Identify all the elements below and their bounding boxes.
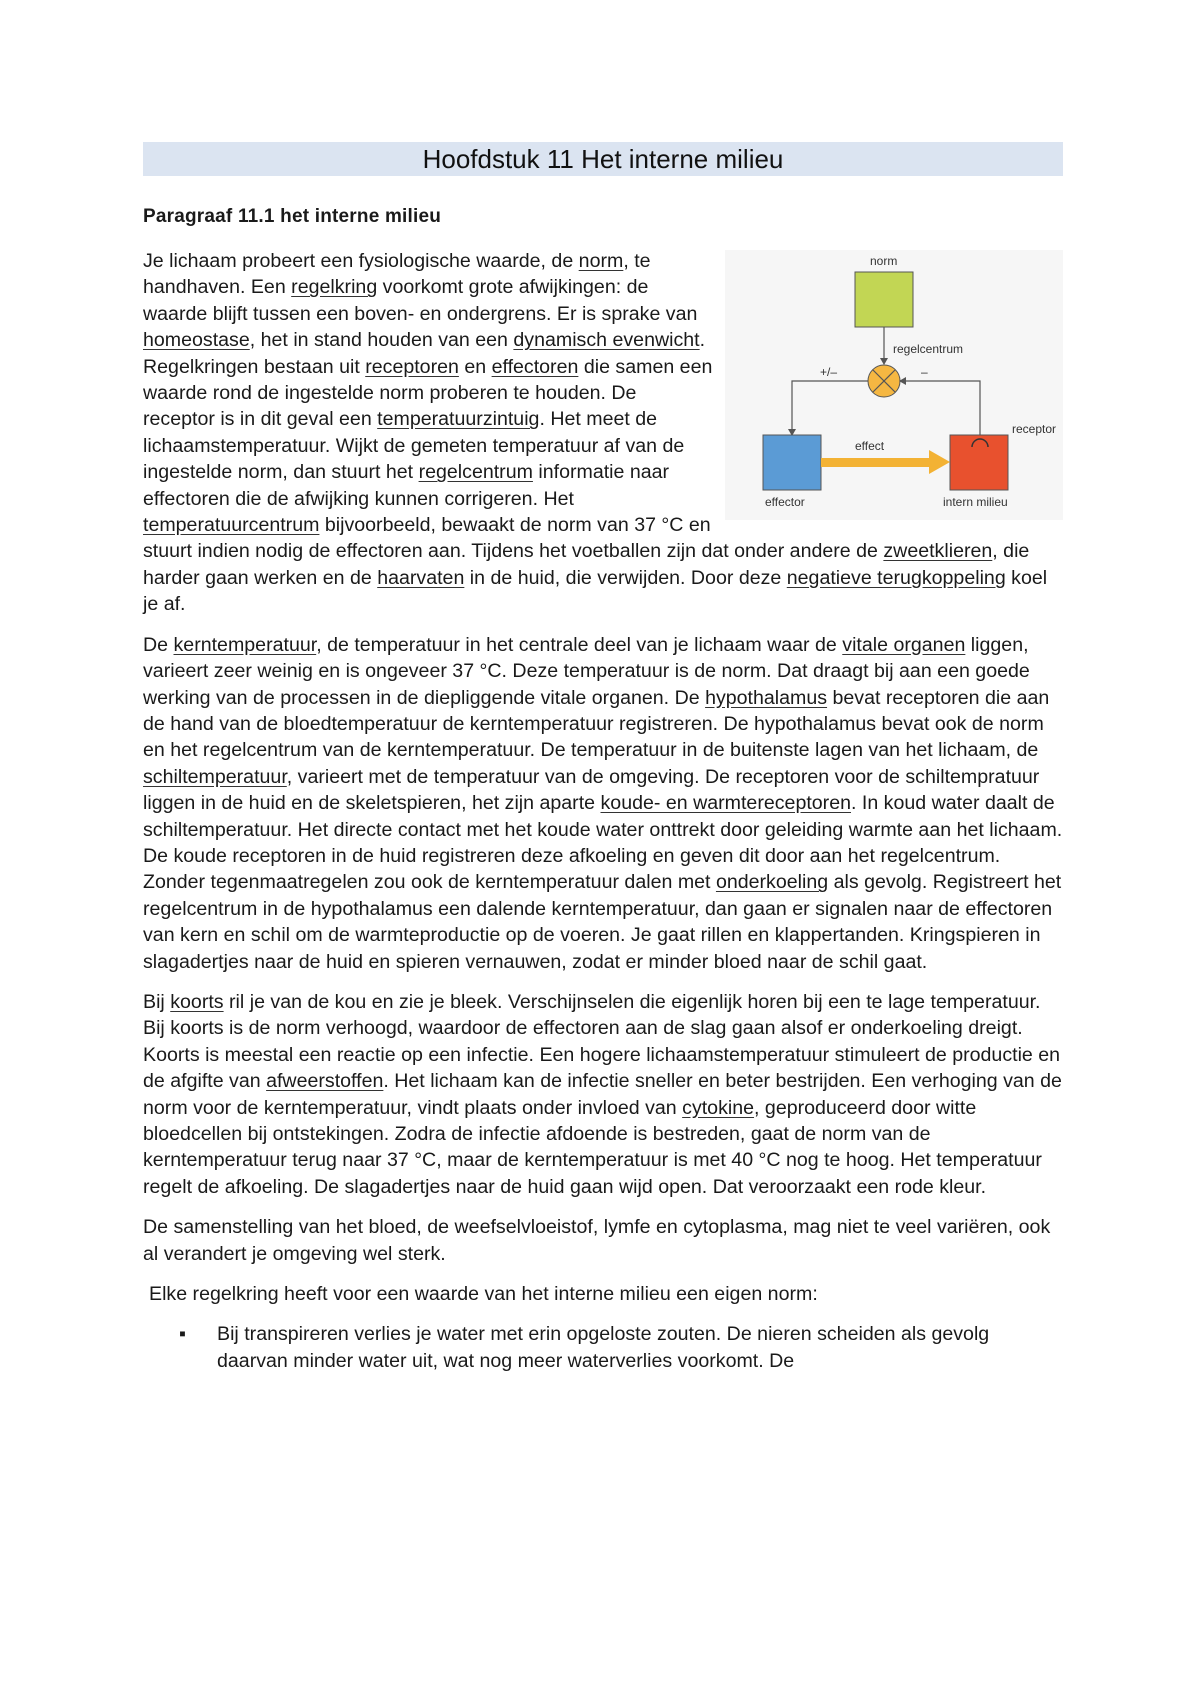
term-negatieve-terugkoppeling: negatieve terugkoppeling [786,566,1006,589]
diagram-label-effect: effect [855,439,885,453]
term-kerntemperatuur: kerntemperatuur [173,633,317,656]
p1-text: in de huid, die verwijden. Door deze [464,566,787,589]
p2-text: , de temperatuur in het centrale deel van je lichaam waar de [316,633,843,656]
paragraph-3 [143,989,1063,1200]
body-text [143,248,1063,1374]
p3-text: . Het lichaam kan de infectie sneller en beter bestrijden. Een verhoging van de norm voor de kerntemperatuur, vindt plaats onder invloed van [143,1070,1062,1119]
term-haarvaten: haarvaten [377,566,465,589]
p1-text: . Het meet de lichaamstemperatuur. Wijkt de gemeten temperatuur af van de ingestelde norm, dan stuurt het [143,408,685,484]
paragraph-1 [143,248,1063,618]
chapter-title: Hoofdstuk 11 Het interne milieu [143,142,1063,176]
bullet-icon: ▪ [179,1323,186,1346]
p3-text: Bij [143,990,171,1013]
term-dynamisch-evenwicht: dynamisch evenwicht [513,329,700,352]
term-regelkring: regelkring [291,276,378,299]
term-afweerstoffen: afweerstoffen [266,1070,384,1093]
diagram-label-minus: – [921,365,928,379]
term-temperatuurzintuig: temperatuurzintuig [377,408,540,431]
paragraph-4: De samenstelling van het bloed, de weefselvloeistof, lymfe en cytoplasma, mag niet te veel variëren, ook al verandert je omgeving wel sterk. [143,1216,1051,1265]
term-regelcentrum: regelcentrum [418,461,533,484]
p1-text: , te handhaven. Een [143,250,651,299]
diagram-label-effector: effector [765,495,805,509]
p2-text: bevat receptoren die aan de hand van de bloedtemperatuur de kerntemperatuur registreren. De hypothalamus bevat ook de norm en het regelcentrum van de kerntemperatuur. De temperatuur in de buitenste lagen van het lichaam, de [143,686,1050,762]
diagram-label-regelcentrum: regelcentrum [893,342,964,356]
intern-milieu-box [950,435,1008,490]
feedback-loop-diagram [725,250,1063,520]
term-hypothalamus: hypothalamus [705,686,828,709]
p1-text: . Regelkringen bestaan uit [143,329,706,378]
norm-list [143,1321,1063,1374]
p1-text: bijvoorbeeld, bewaakt de norm van 37 °C en stuurt indien nodig de effectoren aan. Tijdens het voetballen zijn dat onder andere de [143,514,884,563]
term-onderkoeling: onderkoeling [715,871,829,894]
list-item [179,1321,1063,1374]
p2-text: liggen, varieert zeer weinig en is ongeveer 37 °C. Deze temperatuur is de norm. Dat draagt bij aan een goede werking van de processen in de diepliggende vitale organen. De [143,633,1030,709]
term-schiltemperatuur: schiltemperatuur [143,765,287,788]
term-temperatuurcentrum: temperatuurcentrum [143,514,320,537]
term-koorts: koorts [170,990,224,1013]
term-koude-en-warmtereceptoren: koude- en warmtereceptoren [600,792,851,815]
term-homeostase: homeostase [143,329,250,352]
diagram-label-intern-milieu: intern milieu [943,495,1008,509]
effect-arrow-shaft [821,458,931,467]
p2-text: . In koud water daalt de schiltemperatuur. Het directe contact met het koude water onttrekt door geleiding warmte aan het lichaam. De koude receptoren in de huid registreren deze afkoeling en geven dit door aan het regelcentrum. Zonder tegenmaatregelen zou ook de kerntemperatuur dalen met [143,792,1063,894]
paragraph-2 [143,632,1063,975]
diagram-label-receptor: receptor [1012,422,1057,436]
p1-text: die samen een waarde rond de ingestelde norm proberen te houden. De receptor is in dit geval een [143,355,713,431]
p1-text: voorkomt grote afwijkingen: de waarde blijft tussen een boven- en ondergrens. Er is sprake van [143,276,698,325]
p1-text: en [458,355,492,378]
term-receptoren: receptoren [365,355,459,378]
list-item-text: Bij transpireren verlies je water met erin opgeloste zouten. De nieren scheiden als gevolg daarvan minder water uit, wat nog meer waterverlies voorkomt. De [217,1323,990,1372]
effector-box [763,435,821,490]
diagram-label-norm: norm [870,254,898,268]
diagram-label-plusminus: +/– [820,365,838,379]
p1-text: informatie naar effectoren die de afwijking kunnen corrigeren. Het [143,461,670,510]
p3-text: , geproduceerd door witte bloedcellen bij ontstekingen. Zodra de infectie afdoende is bestreden, gaat de norm van de kerntemperatuur terug naar 37 °C, maar de kerntemperatuur is met 40 °C nog te hoog. Het temperatuur regelt de afkoeling. De slagadertjes naar de huid gaan wijd open. Dat veroorzaakt een rode kleur. [143,1096,1042,1198]
term-vitale-organen: vitale organen [842,633,966,656]
p1-text: , die harder gaan werken en de [143,540,1030,589]
p2-text: als gevolg. Registreert het regelcentrum in de hypothalamus een dalende kerntemperatuur, dan gaan er signalen naar de effectoren van kern en schil om de warmteproductie op de voeren. Je gaat rillen en klappertanden. Kringspieren in slagadertjes naar de huid en spieren vernauwen, zodat er minder bloed naar de schil gaat. [143,871,1062,973]
section-heading: Paragraaf 11.1 het interne milieu [143,206,442,227]
norm-box [855,272,913,327]
term-zweetklieren: zweetklieren [883,540,993,563]
p1-text: Je lichaam probeert een fysiologische waarde, de [143,250,579,272]
p1-text: koel je af. [143,566,1048,616]
p3-text: ril je van de kou en zie je bleek. Verschijnselen die eigenlijk horen bij een te lage temperatuur. Bij koorts is de norm verhoogd, waardoor de effectoren aan de slag gaan alsof er onderkoeling dreigt. Koorts is meestal een reactie op een infectie. Een hogere lichaamstemperatuur stimuleert de productie en de afgifte van [143,990,1061,1093]
p1-text: , het in stand houden van een [249,329,514,352]
term-effectoren: effectoren [491,355,579,378]
paragraph-5: Elke regelkring heeft voor een waarde van het interne milieu een eigen norm: [149,1283,818,1306]
term-cytokine: cytokine [682,1096,755,1119]
p2-text: , varieert met de temperatuur van de omgeving. De receptoren voor de schiltempratuur liggen in de huid en de skeletspieren, het zijn aparte [143,765,1040,815]
term-norm: norm [578,250,624,272]
p2-text: De [143,633,174,656]
